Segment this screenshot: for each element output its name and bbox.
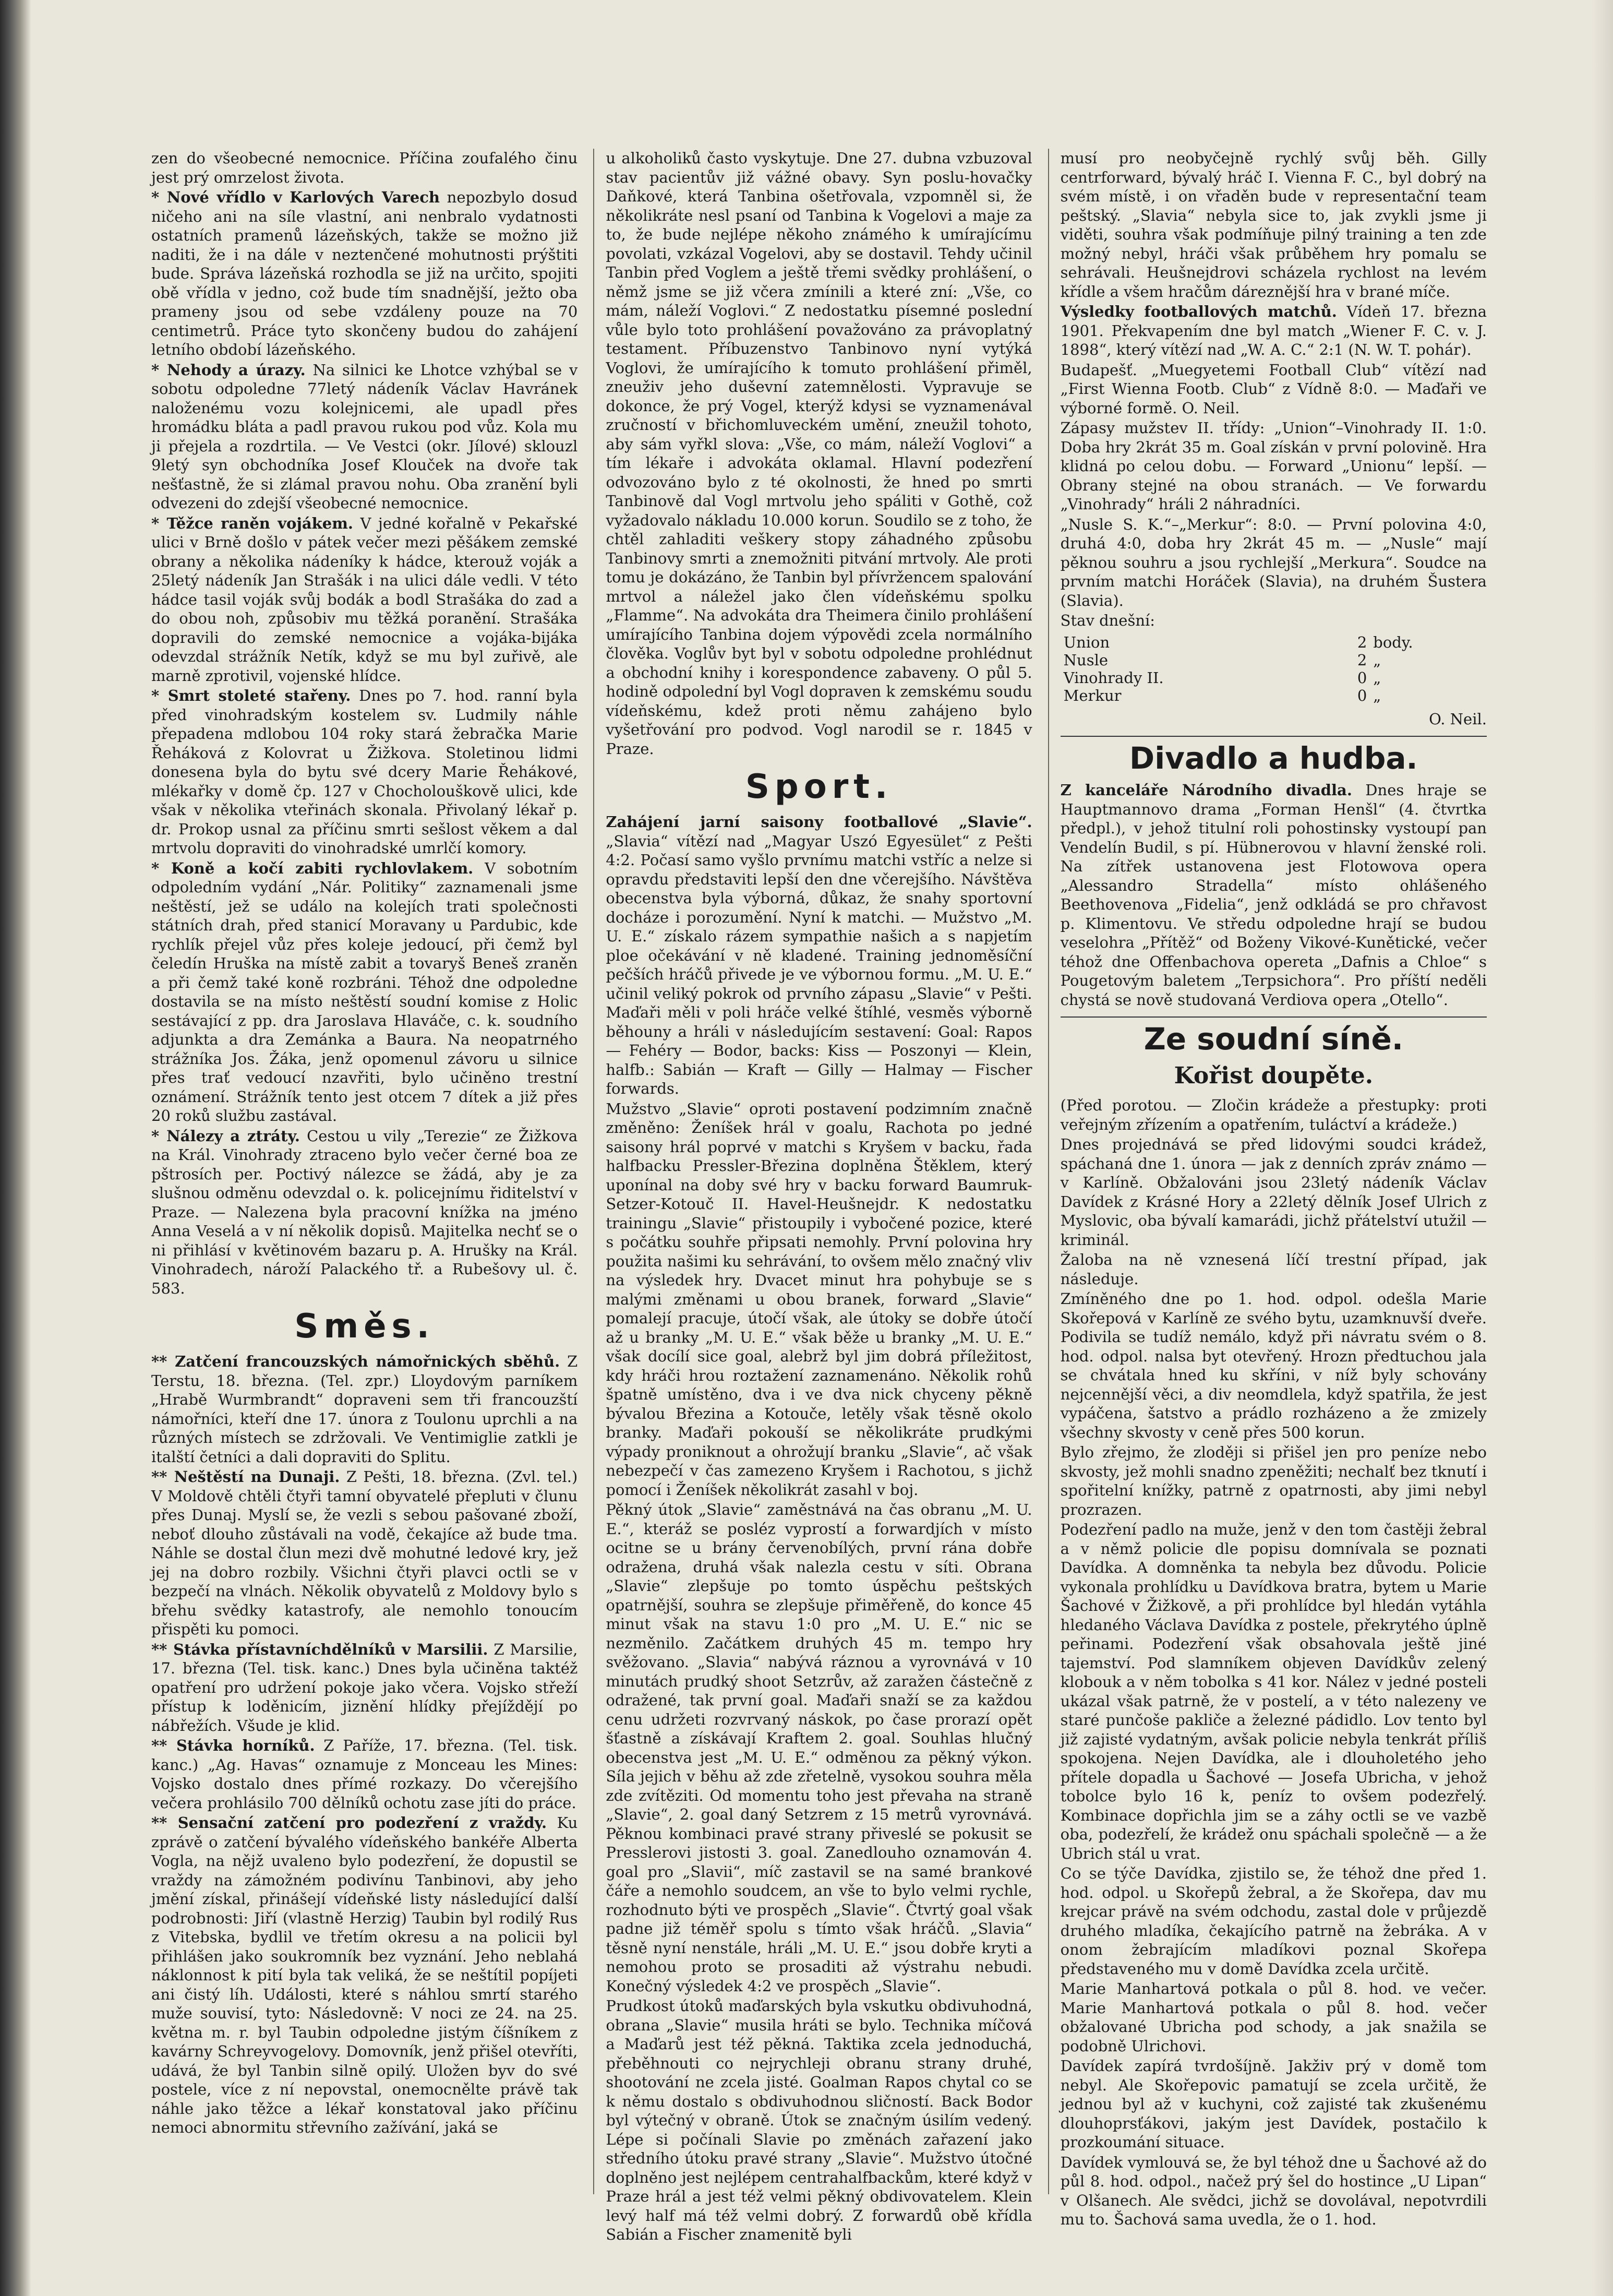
article-paragraph <box>151 1127 577 1298</box>
article-text: Dnes hraje se Hauptmannovo drama „Forman Henšl“ (4. čtvrtka předpl.), v jehož titulní roli pohostinsky vystoupí pan Vendelín Budil, s pí. Hübnerovou v hlavní ženské roli. Na zítřek ustanovena jest Flotowova opera „Alessandro Stradella“ místo ohlášeného Beethovenova „Fidelia“, jenž odkládá se pro chřavost p. Klimentovu. Ve středu odpoledne hrají se budou veselohra „Přítěž“ od Boženy Vikové-Kunětické, večer téhož dne Offenbachova opereta „Dafnis a Chloe“ s Pougetovým baletem „Terpsichora“. Pro příští neděli chystá se nově studovaná Verdiova opera „Otello“. <box>1060 781 1487 1009</box>
standings-signature: O. Neil. <box>1429 710 1487 728</box>
newspaper-columns <box>151 149 1487 2243</box>
article-heading: ** Stávka horníků. <box>151 1737 315 1754</box>
article-heading: ** Sensační zatčení pro podezření z vraždy. <box>151 1814 547 1832</box>
article-paragraph <box>1061 611 1487 630</box>
article-paragraph <box>1061 2153 1487 2229</box>
standings-row <box>1061 651 1487 669</box>
section-title-soudni-sin: Ze soudní síně. <box>1061 1017 1487 1058</box>
standings-unit: „ <box>1373 651 1381 669</box>
article-text: V sobotním odpoledním vydání „Nár. Politiky“ zaznamenali jsme neštěstí, jež se událo na kolejích trati společnosti státních drah, před stanicí Moravany u Pardubic, kde rychlík přejel vůz přes koleje jedoucí, při čemž byl čeledín Hruška na místě zabit a tovaryš Beneš zraněn a při čemž také koně rozbráni. Téhož dne odpoledne dostavila se na místo neštěstí soudní komise z Holic sestávající z pp. dra Jaroslava Hlaváče, c. k. soudního adjunkta a dra Zemánka a Baura. Na neopatrného strážníka Jos. Žáka, jenž opomenul závoru u silnice přes trať vedoucí nzavřiti, bylo učiněno trestní oznámení. Strážník tento jest otcem 7 dítek a již přes 20 roků službu zastával. <box>151 859 578 1125</box>
article-paragraph <box>151 1352 577 1466</box>
article-text: Podezření padlo na muže, jenž v den tom častěji žebral a v němž policie dle popisu domnívala se poznati Davídka. A domněnka ta nebyla bez důvodu. Policie vykonala prohlídku u Davídkova bratra, bytem u Marie Šachové v Žižkově, a při prohlídce byl hledán vytáhla hledaného Václava Davídka z postele, překrytého úplně peřinami. Podezření však obsahovala ještě jiné tajemství. Pod slamníkem objeven Davídkův zelený klobouk a v něm tobolka s 41 kor. Nález v jedné posteli ukázal však patrně, že v postelí, a v této nalezeny ve staré punčoše pakliče a železné pádidlo. Lov tento byl již zajisté vydatným, avšak policie nebyla tenkrát příliš spokojena. Nejen Davídka, ale i dlouholetého jeho přítele dopadla u Šachové — Josefa Ubricha, v jehož tobolce bylo 16 k, peníz to ovšem podezřelý. Kombinace dopřichla jim se a záhy octli se ve vazbě oba, podezřelí, že krádež onu spáchali společně — a že Ubrich stál u vrat. <box>1060 1521 1487 1862</box>
article-text: Vídeň 17. března 1901. Překvapením dne byl match „Wiener F. C. v. J. 1898“, který vítězí nad „W. A. C.“ 2:1 (N. W. T. pohár). <box>1060 303 1487 358</box>
article-heading: Zahájení jarní saisony footballové „Slavie“. <box>606 813 1032 831</box>
article-paragraph <box>1061 418 1487 514</box>
standings-row <box>1061 687 1487 704</box>
article-text: zen do všeobecné nemocnice. Příčina zoufalého činu jest prý omrzelost života. <box>151 149 578 186</box>
article-text: Z Marsilie, 17. března (Tel. tisk. kanc.) Dnes byla učiněna taktéž opatření pro udržení pokoje jako včera. Vojsko střeží přístup k loděnicím, jiznění hlídky přejíždějí po nábřežích. Všude je klid. <box>151 1640 578 1735</box>
article-heading: Výsledky footballových matchů. <box>1060 303 1337 320</box>
article-paragraph <box>1061 1979 1487 2055</box>
column-1-body <box>151 149 577 1298</box>
article-paragraph <box>606 1996 1032 2244</box>
article-text: Mužstvo „Slavie“ oproti postavení podzimním značně změněno: Ženíšek hrál v goalu, Rachota po jedné saisony hrál poprvé v matchi s Kryšem v backu, řada halfbacku Pressler-Březina doplněna Štěklem, který uponínal na doby své hry v backu forward Baumruk-Setzer-Kotouč II. Havel-Heušnejdr. K nedostatku trainingu „Slavie“ přistoupily i vybočené pozice, které s počátku souhře připsati nemohly. První polovina hry použita našimi ku sehrávání, to ovšem mělo značný vliv na výsledek hry. Dvacet minut hra pohybuje se s malými změnami u obou branek, forward „Slavie“ pomalejí pracuje, útočí však, ale útoky se dobře útočí až u branky „M. U. E.“ však běže u branky „M. U. E.“ však docílí sice goal, alebrž byl jim dobrá příležitost, kdy hráči hrou roztažení zaznamenáno. Několik rohů špatně umístěno, dva i ve dva nick chyceny pěkně bývalou Březina a Kotouče, letěly však těsně okolo branky. Maďaři pokouší se několikráte prudkými výpady proniknout a ohrožují branku „Slavie“, ač však nebezpečí v čas zamezeno Kryšem i Rachotou, s jichž pomocí i Ženíšek několikrát zasahl v boj. <box>606 1099 1032 1499</box>
article-paragraph <box>1061 149 1487 301</box>
article-paragraph <box>1061 1096 1487 1134</box>
article-heading: ** Stávka přístavníchdělníků v Marsilii. <box>151 1640 488 1658</box>
standings-unit: „ <box>1373 668 1381 687</box>
column-1 <box>151 149 577 2194</box>
article-paragraph <box>1061 1520 1487 1863</box>
column-1-body-2 <box>151 1352 577 2137</box>
article-text: Zápasy mužstev II. třídy: „Union“–Vinohrady II. 1:0. Doba hry 2krát 35 m. Goal získán v první polovině. Hra klidná po celou dobu. — Forward „Unionu“ lepší. — Obrany stejné na obou stranách. — Ve forwardu „Vinohrady“ hráli 2 náhradníci. <box>1060 419 1487 513</box>
standings-table <box>1061 633 1487 704</box>
article-text: Bylo zřejmo, že zloději si přišel jen pro peníze nebo skvosty, jež mohli snadno zpeněžiti; nechalť bez tknutí i spořitelní knížky, patrně z opatrnosti, aby jimi nebyl prozrazen. <box>1060 1443 1487 1518</box>
article-text: Dnes projednává se před lidovými soudci krádež, spáchaná dne 1. února — jak z denních zpráv známo — v Karlíně. Obžalováni jsou 23letý nádeník Václav Davídek z Krásné Hory a 22letý dělník Josef Ulrich z Myslovic, oba bývalí kamarádi, jichž přátelství utužil — kriminál. <box>1060 1135 1487 1249</box>
standings-team: Union <box>1063 633 1110 651</box>
standings-row <box>1061 669 1487 687</box>
standings-row <box>1061 633 1487 651</box>
article-paragraph <box>151 686 577 858</box>
article-paragraph <box>1061 1443 1487 1519</box>
article-text: nepozbylo dosud ničeho ani na síle vlastní, ani nenbralo vydatnosti ostatních pramenů lázeňských, takže se možno již naditi, že i na dále v neztenčené mohutnosti prýštiti bude. Správa lázeňská rozhodla se již na určito, spojiti obě vřídla v jedno, což bude tím snadnější, ježto oba prameny jsou od sebe vzdáleny pouze na 70 centimetrů. Práce tyto skončeny budou do zahájení letního období lázeňského. <box>151 188 578 358</box>
article-text: „Slavia“ vítězí nad „Magyar Uszó Egyesület“ z Pešti 4:2. Počasí samo vyšlo prvnímu matchi vstříc a nelze si opravdu představiti lepší den dne včerejšího. Návštěva obecenstva byla výborná, důkaz, že snahy sportovní docháze i porozumění. Nyní k matchi. — Mužstvo „M. U. E.“ získalo rázem sympathie našich a s napjetím ploe očekávání v ně kladené. Training jednoměsíční pečších hráčů přivede je ve výbornou formu. „M. U. E.“ učinil veliký pokrok od prvního zápasu „Slavie“ v Pešti. Maďaři měli v poli hráče velké štíhlé, vesměs výborně běhouny a hráli v následujícím sestavení: Goal: Rapos — Fehéry — Bodor, backs: Kiss — Poszonyi — Klein, halfb.: Sabián — Kraft — Gilly — Halmay — Fischer forwards. <box>606 832 1032 1097</box>
article-text: Prudkost útoků maďarských byla vskutku obdivuhodná, obrana „Slavie“ musila hráti se bylo. Technika míčová a Maďarů jest též pěkná. Taktika zcela jednoduchá, přeběhnouti co nejrychleji obranu strany druhé, shootování ne zcela jisté. Goalman Rapos chytal co se k němu dostalo s obdivuhodnou sličností. Back Bodor byl výtečný v obraně. Útok se značným úsilím vedený. Lépe si počínali Slavie po změnách zařazení jako středního útoku pravé strany „Slavie“. Mužstvo útočné doplněno jest nejlépem centrahalfbackům, které když v Praze hrál a jest též velmi pěkný obdivovatelem. Klein levý half má též velmi dobrý. Z forwardů obě křídla Sabián a Fischer znamenitě byli <box>606 1997 1032 2243</box>
sub-title-korist: Kořist doupěte. <box>1174 1062 1374 1089</box>
article-paragraph <box>1061 1864 1487 1978</box>
article-paragraph <box>1061 1289 1487 1442</box>
article-paragraph <box>1061 515 1487 611</box>
article-text: Pěkný útok „Slavie“ zaměstnává na čas obranu „M. U. E.“, kteráž se posléz vyprostí a forwardjích v místo ocitne se u brány červenobílých, první rána dobře odražena, druhá však nalezla cestu v síti. Obrana „Slavie“ zlepšuje po tomto úspěchu peštských opatrnější, souhra se zlepšuje přiměřeně, do konce 45 minut však na stavu 1:0 pro „M. U. E.“ nic se nezměnilo. Začátkem druhých 45 m. tempo hry svěžovano. „Slavia“ nabývá ráznou a vyrovnává v 10 minutách prudký shoot Setzrův, až zaražen částečně z odražené, tak první goal. Maďaři snaží se za každou cenu udržeti rozvrvaný náskok, po čase prorazí opět šťastně a získávají Kraftem 2. goal. Souhlas hlučný obecenstva jest „M. U. E.“ odměnou za pěkný výkon. Síla jejich v běhu až zde zřetelně, vysokou souhra měla zde zvítěziti. Od momentu toho jest převaha na straně „Slavie“, 2. goal daný Setzrem z 15 metrů vyrovnává. Pěknou kombinaci pravé strany přiveslé se pokusit se Presslerovi jistosti 3. goal. Zanedlouho oznamován 4. goal pro „Slavii“, míč zastavil se na samé brankové čáře a nemohlo soudcem, an vše to bylo velmi rychle, rozhodnuto býti ve prospěch „Slavie“. Čtvrtý goal však padne již téměř spolu s tímto však hráčů. „Slavia“ těsně nyní nenstále, hráli „M. U. E.“ jsou dobře kryti a nemohou proto se prosaditi až výstrahu nebudi. Konečný výsledek 4:2 ve prospěch „Slavie“. <box>606 1501 1032 1995</box>
article-text: Ku zprávě o zatčení bývalého vídeňského bankéře Alberta Vogla, na nějž uvaleno bylo podezření, že dopustil se vraždy na zámožném podivínu Tanbinovi, aby jeho jmění získal, přinášejí vídeňské listy následující další podrobnosti: Jiří (vlastně Herzig) Taubin byl rodilý Rus z Vitebska, bydlil ve třetím okresu a na policii byl přihlášen jako soukromník bez vyznání. Jeho neblahá náklonnost k pití byla tak veliká, že se neštítil popíjeti ani čistý líh. Události, které s náhlou smrtí starého muže souvisí, tyto: Následovně: V noci ze 24. na 25. května m. r. byl Taubin odpoledne jistým číšníkem z kavárny Schreyvogelovy. Domovník, jenž přišel otevříti, udává, že byl Tanbin silně opilý. Uložen byv do své postele, více z ní nepovstal, onemocnělte právě tak náhle jako těžce a lékař konstatoval jako příčinu nemoci abnormitu střevního zažívání, jaká se <box>151 1814 578 2136</box>
column-3-body-2 <box>1061 781 1487 1009</box>
article-paragraph <box>151 1736 577 1812</box>
article-text: Davídek vymlouvá se, že byl téhož dne u Šachové až do půl 8. hod. odpol., načež prý šel do hostince „U Lipan“ v Olšanech. Ale svědci, jichž se dovolával, nepotvrdili mu to. Šachová sama uvedla, že o 1. hod. <box>1060 2153 1487 2228</box>
section-title-sport: Sport. <box>745 768 893 806</box>
standings-team: Nusle <box>1063 651 1109 669</box>
page-right-edge <box>1592 0 1613 2296</box>
article-paragraph <box>1061 302 1487 360</box>
article-text: V jedné kořalně v Pekařské ulici v Brně došlo v pátek večer mezi pěšákem zemské obrany a několika nádeníky k hádce, kterouž voják a 25letý nádeník Jan Strašák i na ulici dále vedli. V této hádce tasil voják svůj bodák a bodl Strašáka do zad a do obou noh, způsobiv mu těžká poranění. Strašáka dopravili do zemské nemocnice a vojáka-bijáka odevzdal strážník Netík, když se mu byl zuřivě, ale marně zprotivil, vojenské hlídce. <box>151 514 578 685</box>
section-title-smes: Směs. <box>294 1307 435 1346</box>
article-text: Stav dnešní: <box>1060 612 1155 629</box>
article-text: Marie Manhartová potkala o půl 8. hod. ve večer. Marie Manhartová potkala o půl 8. hod. večer obžalované Ubricha pod schody, a jak snažila se podobně Ulrichovi. <box>1060 1980 1487 2055</box>
article-heading: ** Neštěstí na Dunaji. <box>151 1468 340 1486</box>
section-title-divadlo: Divadlo a hudba. <box>1061 736 1487 778</box>
column-2-body-2 <box>606 812 1032 2244</box>
article-text: Co se týče Davídka, zjistilo se, že téhož dne před 1. hod. odpol. u Skořepů žebral, a že Skořepa, dav mu krejcar právě na svém odchodu, zastal dole v průjezdě druhého mladíka, čekajícího patrně na žebráka. A v onom žebrajícím mladíkovi poznal Skořepa představeného mu v domě Davídka zcela určitě. <box>1060 1864 1487 1978</box>
article-paragraph <box>151 149 577 187</box>
column-3-body <box>1061 149 1487 630</box>
article-text: u alkoholiků často vyskytuje. Dne 27. dubna vzbuzoval stav pacientův již vážné obavy. Syn poslu-hovačky Daňkové, která Tanbina ošetřovala, vzpomněl si, že několikráte nesl psaní od Tanbina k Vogelovi a maje za to, že bude nejlépe někoho známého k umírajícímu povolati, vzkázal Vogelovi, aby se dostavil. Tehdy učinil Tanbin před Voglem a ještě třemi svědky prohlášení, o němž jsme se již včera zmínili a které zní: „Vše, co mám, náleží Voglovi.“ Z nedostatku písemné poslední vůle bylo toto prohlášení považováno za právoplatný testament. Příbuzenstvo Tanbinovo nyní vytýká Voglovi, že umírajícího k tomuto prohlášení přiměl, zneuživ jeho duševní zatemnělosti. Vypravuje se dokonce, že prý Vogel, kterýž kdysi se vyznamenával zručností v břichomluveckém umění, zneužil tohoto, aby sám vyřkl slova: „Vše, co mám, náleží Voglovi“ a tím lékaře i advokáta oklamal. Hlavní podezření odvozováno bylo z té okolnosti, že hned po smrti Tanbinově dal Vogl mrtvolu jeho spáliti v Gothě, což vyžadovalo nákladu 10.000 korun. Soudilo se z toho, že chtěl zahladiti veškery stopy záhadného způsobu Tanbinovy smrti a znemožniti pitvání mrtvoly. Ale proti tomu je dokázáno, že Tanbin byl přívržencem spalování mrtvol a náležel jako člen vídeňskému spolku „Flamme“. Na advokáta dra Theimera činilo prohlášení umírajícího Tanbina dojem výpovědi zcela normálního člověka. Voglův byt byl v sobotu odpoledne prohlédnut a obchodní knihy i korespondence zabaveny. O půl 5. hodině odpolední byl Vogl dopraven k zemskému soudu vídeňskému, kdež proti němu zahájeno bylo vyšetřování pro podvod. Vogl narodil se r. 1845 v Praze. <box>606 149 1032 758</box>
article-text: Z Terstu, 18. března. (Tel. zpr.) Lloydovým parníkem „Hrabě Wurmbrandt“ dopraveni sem tři francouzští námořníci, kteří dne 17. února z Toulonu uprchli a na různých místech se zdržovali. Ve Ventimiglie zatkli je italští četníci a dali dopraviti do Splitu. <box>151 1353 578 1466</box>
standings-team: Merkur <box>1063 686 1122 704</box>
article-paragraph <box>606 149 1032 758</box>
article-heading: * Těžce raněn vojákem. <box>151 514 354 532</box>
article-paragraph <box>606 1500 1032 1995</box>
article-text: Z Paříže, 17. března. (Tel. tisk. kanc.) „Ag. Havas“ oznamuje z Monceau les Mines: Vojsko dostalo dnes přímé rozkazy. Do včerejšího večera prohlásilo 700 dělníků ochotu zase jíti do práce. <box>151 1737 578 1812</box>
article-paragraph <box>151 361 577 513</box>
article-heading: * Koně a kočí zabiti rychlovlakem. <box>151 859 474 877</box>
standings-points: 2 <box>1357 633 1367 651</box>
article-text: Davídek zapírá tvrdošíjně. Jakživ prý v domě tom nebyl. Ale Skořepovic pamatují se zcela určitě, že jednou byl až v kuchyni, což zajisté tak zkušenému dlouhoprsťákovi, jakým jest Davídek, postačilo k prozkoumání situace. <box>1060 2057 1487 2151</box>
standings-unit: body. <box>1373 633 1413 651</box>
article-heading: ** Zatčení francouzských námořnických sběhů. <box>151 1353 560 1370</box>
article-text: „Nusle S. K.“–„Merkur“: 8:0. — První polovina 4:0, druhá 4:0, doba hry 2krát 45 m. — „Nusle“ mají pěknou souhru a jsou rychlejší „Merkura“. Soudce na prvním matchi Horáček (Slavia), na druhém Šustera (Slavia). <box>1060 515 1487 609</box>
column-3-body-3 <box>1061 1096 1487 2229</box>
article-paragraph <box>151 514 577 686</box>
article-heading: * Nálezy a ztráty. <box>151 1127 300 1145</box>
article-text: Cestou u vily „Terezie“ ze Žižkova na Král. Vinohrady ztraceno bylo večer černé boa ze pštrosích per. Poctivý nálezce se žádá, aby je za slušnou odměnu odevzdal o. k. policejnímu řiditelství v Praze. — Nalezena byla pracovní knížka na jméno Anna Veselá a v ní několik dopisů. Majitelka nechť se o ni přihlásí v květinovém bazaru p. A. Hrušky na Král. Vinohradech, nároží Palackého tř. a Rubešovy ul. č. 583. <box>151 1127 578 1297</box>
article-paragraph <box>151 1813 577 2137</box>
standings-points: 0 <box>1357 668 1367 687</box>
standings-team: Vinohrady II. <box>1063 668 1164 687</box>
standings-points: 2 <box>1357 651 1367 669</box>
article-paragraph <box>1061 361 1487 418</box>
article-text: Budapešť. „Muegyetemi Football Club“ vítězí nad „First Wienna Footb. Club“ z Vídně 8:0. — Maďaři ve výborné formě. O. Neil. <box>1060 361 1487 417</box>
article-text: (Před porotou. — Zločin krádeže a přestupky: proti veřejným zřízením a opatřením, tuláctví a krádeže.) <box>1060 1096 1487 1133</box>
article-paragraph <box>1061 2056 1487 2152</box>
article-paragraph <box>1061 781 1487 1009</box>
article-heading: * Nové vřídlo v Karlových Varech <box>151 188 440 206</box>
article-text: Dnes po 7. hod. ranní byla před vinohradským kostelem sv. Ludmily náhle přepadena mdlobou 104 roky stará žebračka Marie Řeháková z Kolovrat u Žižkova. Stoletinou lidmi donesena byla do bytu své dcery Marie Řehákové, mlékařky v domě čp. 127 v Chocholouškově ulici, kde však v několika vteřinách skonala. Přivolaný lékař p. dr. Prokop usnal za příčinu smrti sešlost věkem a dal mrtvolu dopraviti do vinohradské umrlčí komory. <box>151 687 578 857</box>
article-paragraph <box>151 1640 577 1736</box>
article-text: Na silnici ke Lhotce vzhýbal se v sobotu odpoledne 77letý nádeník Václav Havránek naloženému vozu kolejnicemi, ale upadl přes hromádku bláta a padl pravou rukou pod vůz. Kola mu ji přejela a rozdrtila. — Ve Vestci (okr. Jílové) sklouzl 9letý syn obchodníka Josef Klouček na dvoře tak nešťastně, že si zlámal pravou nohu. Oba zranění byli odvezeni do zdejší všeobecné nemocnice. <box>151 361 578 512</box>
standings-unit: „ <box>1373 686 1381 704</box>
column-2 <box>593 149 1032 2243</box>
article-paragraph <box>151 859 577 1126</box>
article-text: Zmíněného dne po 1. hod. odpol. odešla Marie Skořepová v Karlíně ze svého bytu, uzamknuvší dveře. Podivila se tudíž nemálo, když při návratu svém o 8. hod. odpol. nalsa byt otevřený. Hrozn předtuchou jala se chvátala hned ku skříni, v níž byly schovány nejcennější věci, a div neomdlela, když spatřila, že jest vypáčena, šatstvo a prádlo rozházeno a že zmizely všechny skvosty v ceně přes 500 korun. <box>1060 1290 1487 1441</box>
article-text: Žaloba na ně vznesená líčí trestní případ, jak následuje. <box>1060 1251 1487 1288</box>
article-paragraph <box>606 812 1032 1098</box>
article-heading: * Nehody a úrazy. <box>151 361 306 379</box>
article-paragraph <box>606 1099 1032 1500</box>
column-2-body <box>606 149 1032 758</box>
article-paragraph <box>1061 1135 1487 1249</box>
article-heading: * Smrt stoleté stařeny. <box>151 687 351 704</box>
article-text: Z Pešti, 18. března. (Zvl. tel.) V Moldově chtěli čtyři tamní obyvatelé přepluti v člunu přes Dunaj. Myslí se, že vezli s sebou pašované zboží, neboť dlouho zůstávali na vodě, čekajíce až bude tma. Náhle se dostal člun mezi dvě mohutné ledové kry, jež jej na dobro rozbily. Všichni čtyři plavci octli se v bezpečí na vlnách. Několik obyvatelů z Moldovy bylo s břehu svědky katastrofy, ale nemohlo tonoucím přispěti ku pomoci. <box>151 1468 578 1638</box>
article-paragraph <box>151 188 577 360</box>
column-3 <box>1048 149 1487 2228</box>
article-text: musí pro neobyčejně rychlý svůj běh. Gilly centrforward, bývalý hráč I. Vienna F. C., byl dobrý na svém místě, i on vřaděn bude v representační team peštský. „Slavia“ nebyla sice to, jak zvykli jsme ji viděti, souhra však podmíňuje pilný training a ten zde možný nebyl, hráči však průběhem hry pomalu se sehrávali. Heušnejdrovi scházela rychlost na levém křídle a všem hračům dáreznější hra v brané míče. <box>1060 149 1487 301</box>
article-heading: Z kanceláře Národního divadla. <box>1060 781 1352 799</box>
article-paragraph <box>1061 1250 1487 1288</box>
article-paragraph <box>151 1467 577 1639</box>
standings-points: 0 <box>1357 686 1367 704</box>
page-binding-edge <box>0 0 31 2296</box>
